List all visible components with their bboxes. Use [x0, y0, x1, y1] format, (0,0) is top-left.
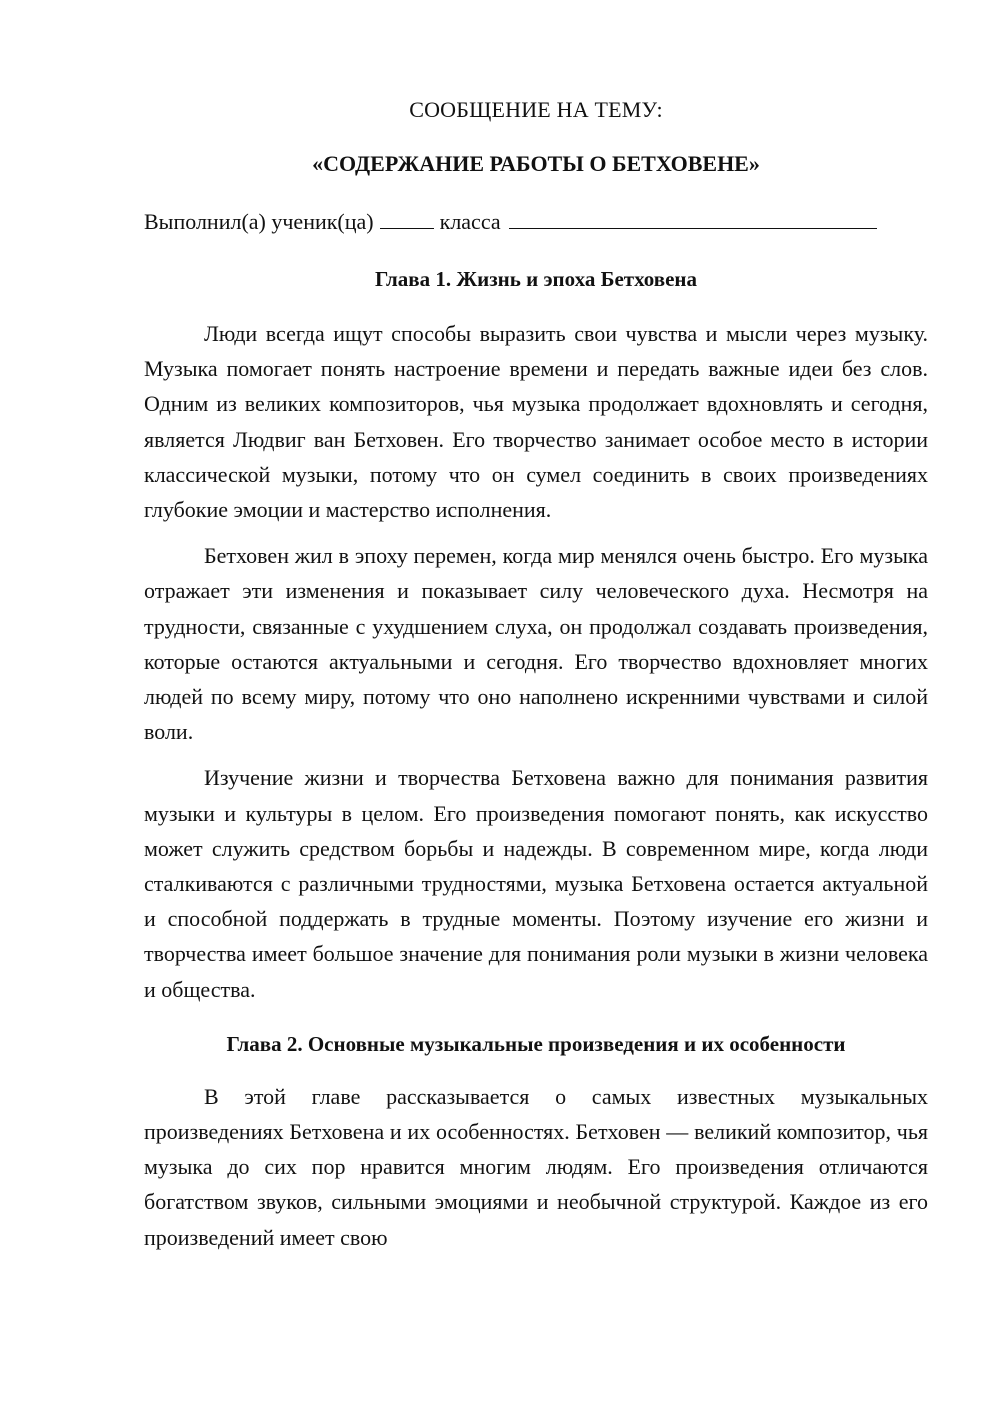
author-line	[144, 204, 928, 240]
chapter-1-paragraph-3: Изучение жизни и творчества Бетховена важно для понимания развития музыки и культуры в целом. Его произведения помогают понять, как искусство может служить средством борьбы и надежды. В современном мире, когда люди сталкиваются с различными трудностями, музыка Бетховена остается актуальной и способной поддержать в трудные моменты. Поэтому изучение его жизни и творчества имеет большое значение для понимания роли музыки в жизни человека и общества.	[144, 765, 928, 1002]
document-title-line-1: СООБЩЕНИЕ НА ТЕМУ:	[409, 97, 663, 122]
chapter-1-heading: Глава 1. Жизнь и эпоха Бетховена	[374, 267, 698, 291]
author-prefix-label: Выполнил(а) ученик(ца)	[144, 209, 374, 234]
author-name-blank	[509, 204, 877, 229]
class-number-blank	[380, 204, 434, 229]
document-page	[144, 92, 928, 1255]
chapter-2-heading: Глава 2. Основные музыкальные произведения и их особенности	[226, 1031, 846, 1056]
chapter-2-paragraph-1: В этой главе рассказывается о самых известных музыкальных произведениях Бетховена и их особенностях. Бетховен — великий композитор, чья музыка до сих пор нравится многим людям. Его произведения отличаются богатством звуков, сильными эмоциями и необычной структурой. Каждое из его произведений имеет свою	[144, 1083, 928, 1250]
chapter-1-paragraph-1: Люди всегда ищут способы выразить свои чувства и мысли через музыку. Музыка помогает понять настроение времени и передать важные идеи без слов. Одним из великих композиторов, чья музыка продолжает вдохновлять и сегодня, является Людвиг ван Бетховен. Его творчество занимает особое место в истории классической музыки, потому что он сумел соединить в своих произведениях глубокие эмоции и мастерство исполнения.	[144, 321, 928, 523]
document-title-line-2: «СОДЕРЖАНИЕ РАБОТЫ О БЕТХОВЕНЕ»	[312, 151, 760, 176]
class-word-label: класса	[439, 209, 501, 234]
chapter-1-paragraph-2: Бетховен жил в эпоху перемен, когда мир менялся очень быстро. Его музыка отражает эти изменения и показывает силу человеческого духа. Несмотря на трудности, связанные с ухудшением слуха, он продолжал создавать произведения, которые остаются актуальными и сегодня. Его творчество вдохновляет многих людей по всему миру, потому что оно наполнено искренними чувствами и силой воли.	[144, 543, 928, 745]
